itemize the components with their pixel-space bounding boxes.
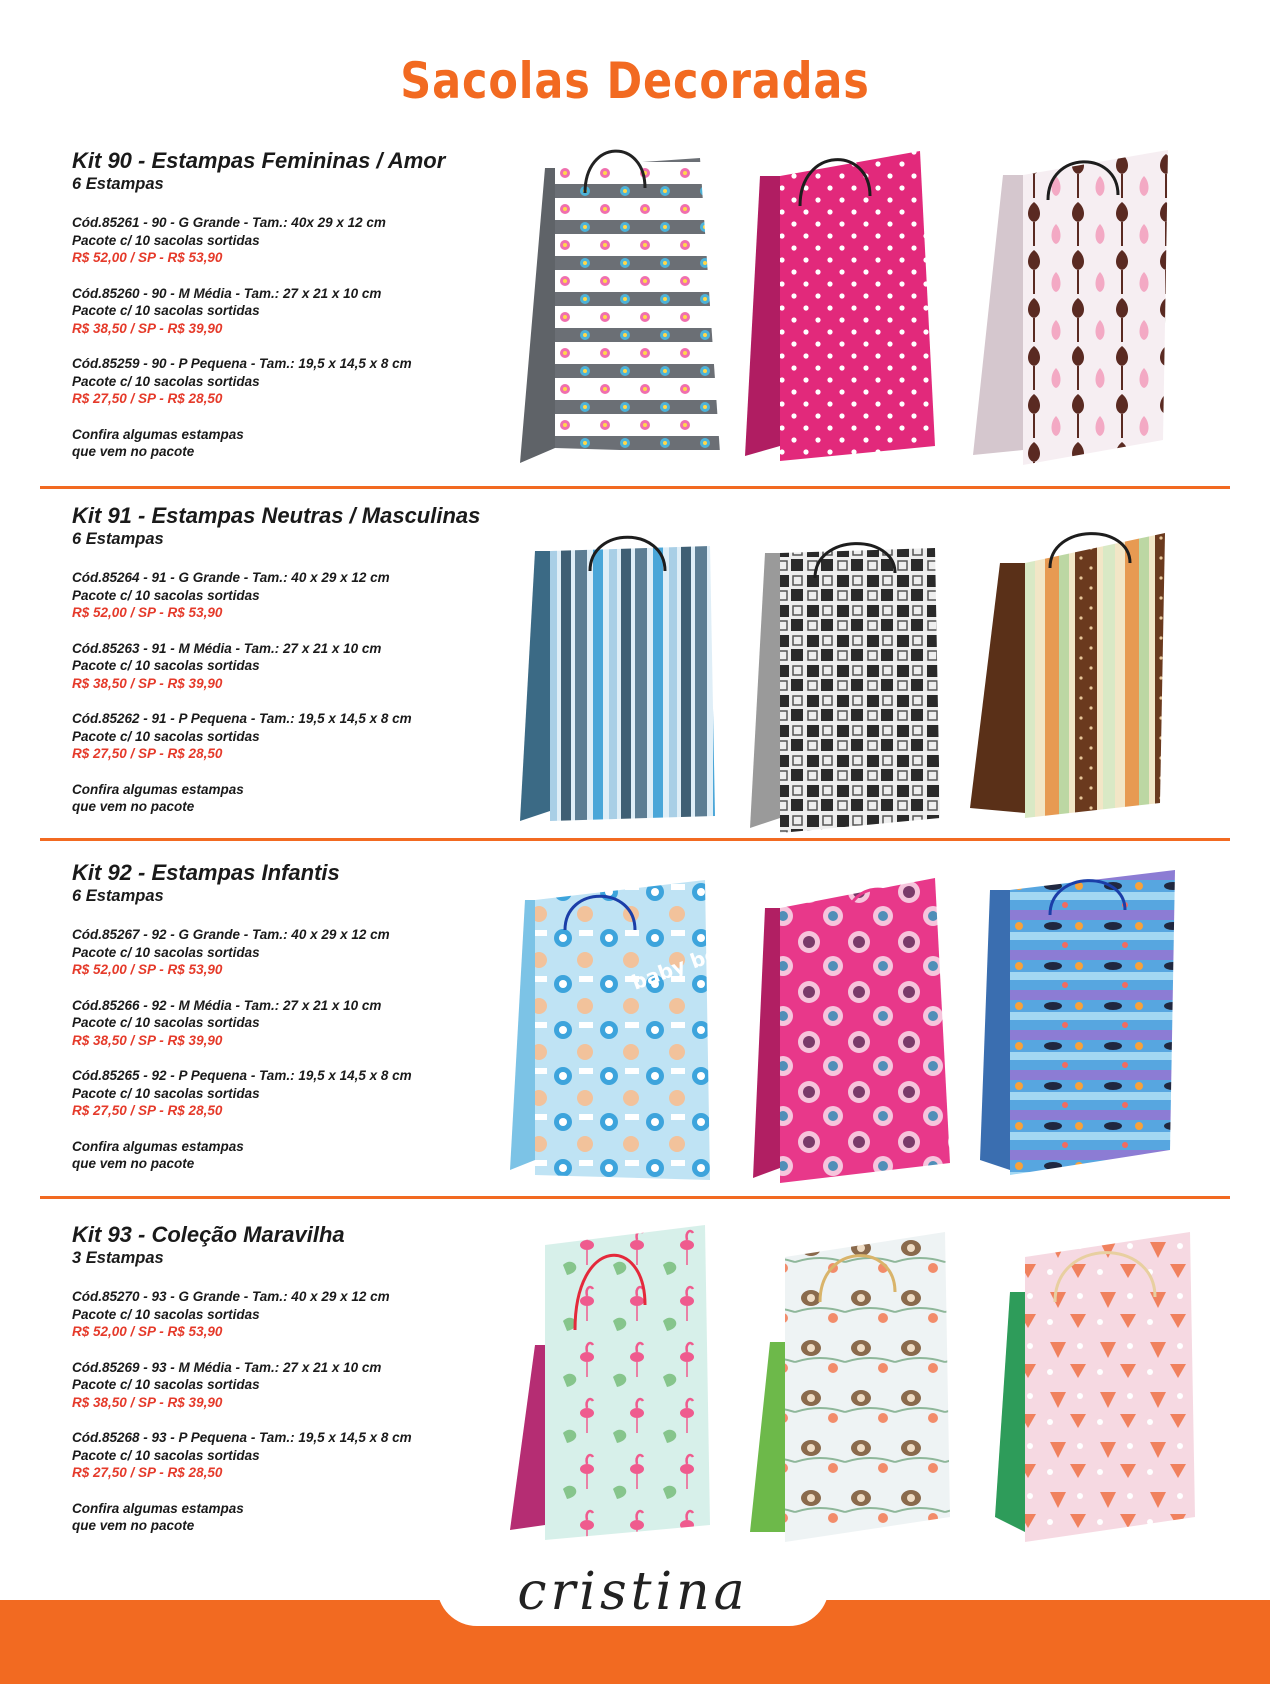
product-price: R$ 38,50 / SP - R$ 39,90 (72, 320, 223, 336)
product-code: Cód.85267 - 92 - G Grande - Tam.: 40 x 29 x 12 cm (72, 927, 390, 942)
section-divider (40, 838, 1230, 841)
product-item (72, 569, 512, 622)
kit-title: Kit 90 - Estampas Femininas / Amor (72, 148, 446, 173)
product-code: Cód.85260 - 90 - M Média - Tam.: 27 x 21 x 10 cm (72, 285, 382, 301)
kit-section (0, 860, 1270, 1200)
kit-section (0, 148, 1270, 488)
product-code: Cód.85264 - 91 - G Grande - Tam.: 40 x 29 x 12 cm (72, 570, 390, 585)
product-code: Cód.85266 - 92 - M Média - Tam.: 27 x 21 x 10 cm (72, 997, 382, 1013)
bag-image-baby-boy (505, 880, 734, 1200)
bag-image-gray-stripes (515, 148, 725, 468)
kit-section (0, 503, 1270, 843)
product-code: Cód.85269 - 93 - M Média - Tam.: 27 x 21 x 10 cm (72, 1359, 382, 1375)
product-pack: Pacote c/ 10 sacolas sortidas (72, 587, 260, 603)
note-line: que vem no pacote (72, 1518, 195, 1533)
kit-info (72, 860, 512, 1173)
print-text: baby boy (628, 936, 734, 995)
kit-count: 6 Estampas (72, 530, 164, 548)
kit-info (72, 148, 512, 461)
product-price: R$ 38,50 / SP - R$ 39,90 (72, 675, 223, 691)
kit-count: 6 Estampas (72, 175, 164, 193)
product-price: R$ 27,50 / SP - R$ 28,50 (72, 1103, 223, 1118)
product-price: R$ 38,50 / SP - R$ 39,90 (72, 1032, 223, 1048)
product-item (72, 1429, 512, 1482)
product-item (72, 640, 512, 693)
product-pack: Pacote c/ 10 sacolas sortidas (72, 303, 260, 318)
kit-count: 3 Estampas (72, 1249, 164, 1267)
brand-logo: cristina (517, 1562, 749, 1622)
product-item (72, 1288, 512, 1341)
product-price: R$ 27,50 / SP - R$ 28,50 (72, 1465, 223, 1480)
note-line: Confira algumas estampas (72, 426, 244, 442)
bag-image-sloths (745, 1232, 955, 1552)
note-line: Confira algumas estampas (72, 1500, 244, 1516)
kit-title: Kit 93 - Coleção Maravilha (72, 1222, 345, 1247)
section-divider (40, 1196, 1230, 1199)
product-item (72, 997, 512, 1050)
product-pack: Pacote c/ 10 sacolas sortidas (72, 1447, 260, 1463)
note-line: que vem no pacote (72, 799, 195, 814)
product-price: R$ 52,00 / SP - R$ 53,90 (72, 605, 223, 620)
bag-image-blue-stripes (515, 531, 725, 851)
product-pack: Pacote c/ 10 sacolas sortidas (72, 728, 260, 744)
bag-image-flamingos (505, 1225, 715, 1545)
bag-image-foxes (990, 1232, 1200, 1552)
product-item (72, 926, 512, 979)
note-line: que vem no pacote (72, 444, 195, 459)
product-price: R$ 27,50 / SP - R$ 28,50 (72, 391, 223, 406)
product-code: Cód.85268 - 93 - P Pequena - Tam.: 19,5 x 14,5 x 8 cm (72, 1430, 412, 1445)
page-title: Sacolas Decoradas (400, 52, 870, 110)
product-pack: Pacote c/ 10 sacolas sortidas (72, 1377, 260, 1392)
kit-title: Kit 92 - Estampas Infantis (72, 860, 340, 885)
bag-image-bw-squares (745, 533, 955, 853)
product-pack: Pacote c/ 10 sacolas sortidas (72, 1015, 260, 1030)
product-code: Cód.85263 - 91 - M Média - Tam.: 27 x 21 x 10 cm (72, 640, 382, 656)
product-pack: Pacote c/ 10 sacolas sortidas (72, 658, 260, 673)
product-item (72, 1067, 512, 1120)
product-code: Cód.85259 - 90 - P Pequena - Tam.: 19,5 x 14,5 x 8 cm (72, 356, 412, 371)
bag-image-pink-polka (740, 146, 950, 466)
section-divider (40, 486, 1230, 489)
product-pack: Pacote c/ 10 sacolas sortidas (72, 1306, 260, 1322)
bag-image-tulips (968, 150, 1178, 470)
product-pack: Pacote c/ 10 sacolas sortidas (72, 1085, 260, 1101)
product-item (72, 285, 512, 338)
product-code: Cód.85270 - 93 - G Grande - Tam.: 40 x 29 x 12 cm (72, 1289, 390, 1304)
kit-title: Kit 91 - Estampas Neutras / Masculinas (72, 503, 481, 528)
product-pack: Pacote c/ 10 sacolas sortidas (72, 232, 260, 248)
product-code: Cód.85262 - 91 - P Pequena - Tam.: 19,5 x 14,5 x 8 cm (72, 711, 412, 726)
product-price: R$ 52,00 / SP - R$ 53,90 (72, 250, 223, 265)
product-code: Cód.85265 - 92 - P Pequena - Tam.: 19,5 x 14,5 x 8 cm (72, 1068, 412, 1083)
bag-image-brown-green (965, 523, 1175, 843)
kit-count: 6 Estampas (72, 887, 164, 905)
product-price: R$ 52,00 / SP - R$ 53,90 (72, 1324, 223, 1339)
product-item (72, 355, 512, 408)
product-pack: Pacote c/ 10 sacolas sortidas (72, 944, 260, 960)
kit-info (72, 1222, 512, 1535)
product-price: R$ 27,50 / SP - R$ 28,50 (72, 746, 223, 761)
product-price: R$ 52,00 / SP - R$ 53,90 (72, 962, 223, 977)
product-price: R$ 38,50 / SP - R$ 39,90 (72, 1394, 223, 1410)
note-line: Confira algumas estampas (72, 781, 244, 797)
product-item (72, 1359, 512, 1412)
note-line: que vem no pacote (72, 1156, 195, 1171)
kit-info (72, 503, 512, 816)
bag-image-sea-animals (975, 870, 1185, 1190)
note-line: Confira algumas estampas (72, 1138, 244, 1154)
product-pack: Pacote c/ 10 sacolas sortidas (72, 373, 260, 389)
product-item (72, 710, 512, 763)
kit-section (0, 1222, 1270, 1562)
product-code: Cód.85261 - 90 - G Grande - Tam.: 40x 29 x 12 cm (72, 215, 386, 230)
bag-image-princess (745, 878, 955, 1198)
product-item (72, 214, 512, 267)
